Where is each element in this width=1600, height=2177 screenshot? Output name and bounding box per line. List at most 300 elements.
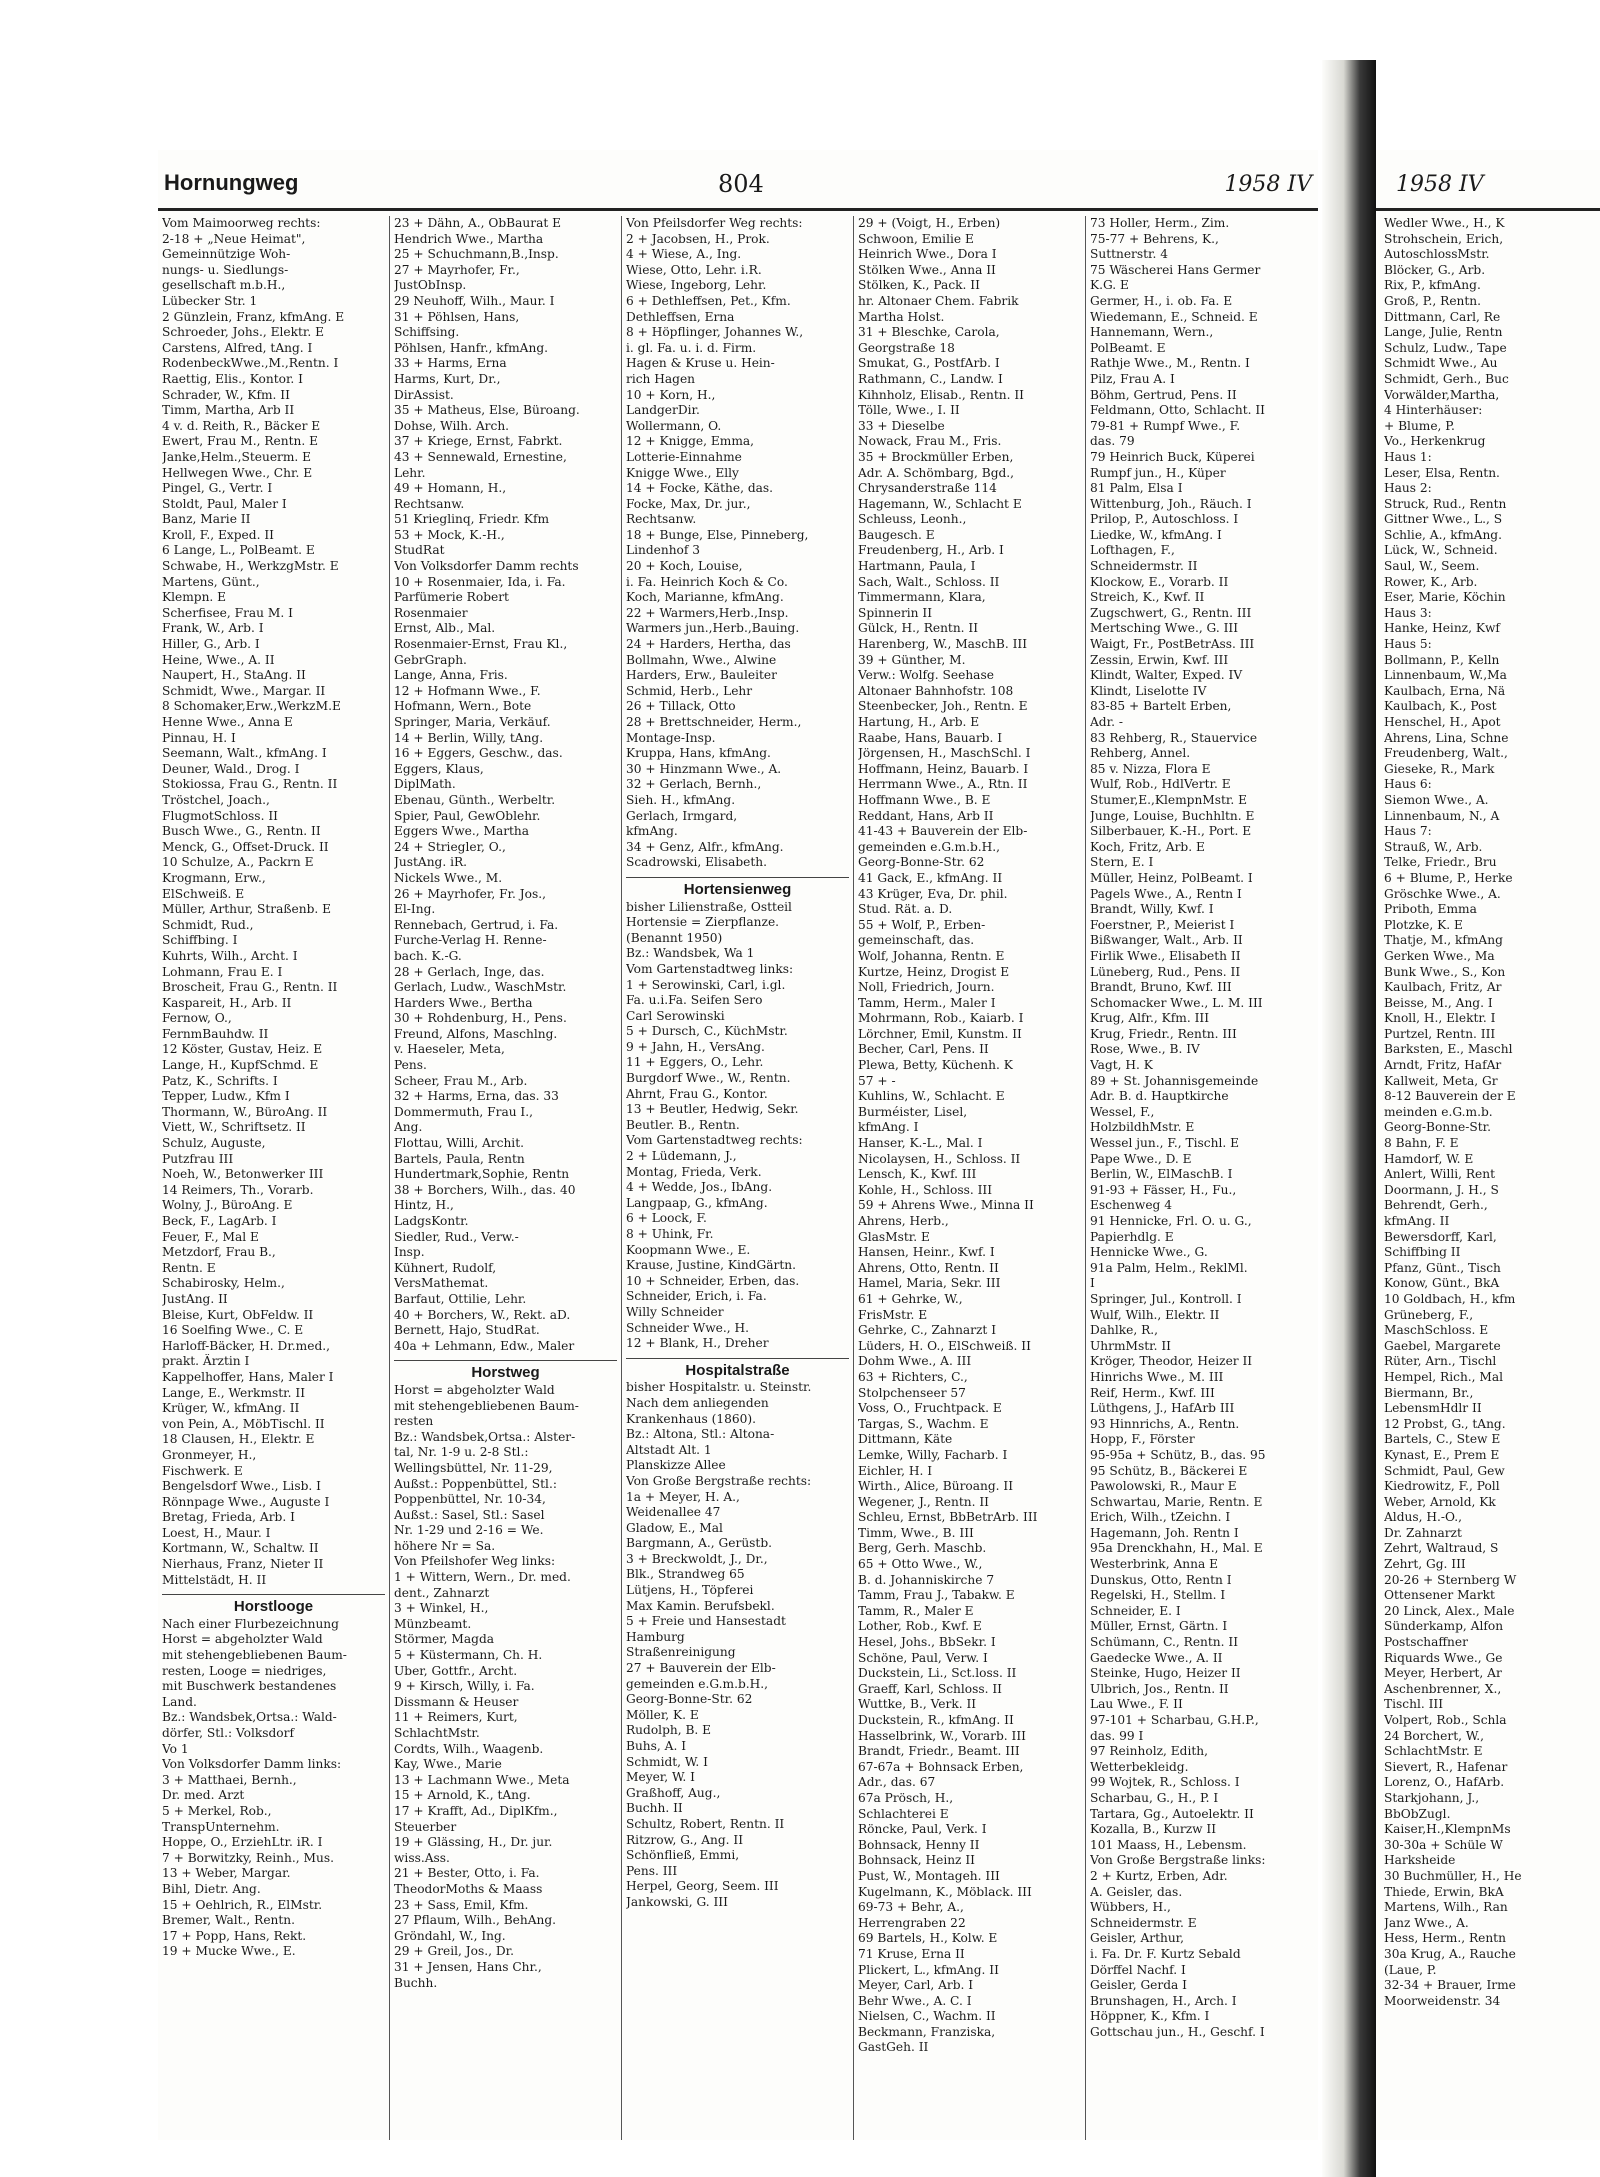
directory-entry: 20 + Koch, Louise, — [626, 559, 743, 574]
directory-entry: Poppenbüttel, Nr. 10-34, — [394, 1492, 546, 1507]
directory-entry: Schwoon, Emilie E — [858, 231, 974, 246]
directory-entry: Cordts, Wilh., Waagenb. — [394, 1741, 544, 1756]
directory-entry: GlasMstr. E — [858, 1229, 930, 1244]
directory-entry: 28 + Gerlach, Inge, das. — [394, 964, 545, 979]
directory-entry: Willy Schneider — [626, 1304, 724, 1319]
directory-entry: Lorenz, O., HafArb. — [1384, 1775, 1505, 1790]
directory-entry: Kröger, Theodor, Heizer II — [1090, 1354, 1253, 1369]
directory-entry: Brandt, Friedr., Beamt. III — [858, 1744, 1020, 1759]
directory-entry: Vo 1 — [162, 1741, 189, 1756]
directory-entry: Buchh. II — [626, 1801, 683, 1816]
directory-entry: Ottensener Markt — [1384, 1588, 1495, 1603]
directory-entry: Sievert, R., Hafenar — [1384, 1759, 1508, 1774]
directory-entry: Haus 1: — [1384, 449, 1432, 464]
directory-entry: Steinke, Hugo, Heizer II — [1090, 1666, 1241, 1681]
directory-entry: Kallweit, Meta, Gr — [1384, 1073, 1498, 1088]
directory-entry: 4 + Wiese, A., Ing. — [626, 247, 742, 262]
directory-entry: Bz.: Altona, Stl.: Altona- — [626, 1427, 775, 1442]
directory-entry: Tröstchel, Joach., — [162, 792, 270, 807]
directory-entry: bach. K.-G. — [394, 948, 462, 963]
directory-entry: 30 + Hinzmann Wwe., A. — [626, 761, 782, 776]
directory-entry: Georgstraße 18 — [858, 340, 955, 355]
directory-entry: Timmermann, Klara, — [858, 590, 986, 605]
directory-entry: Dittmann, Carl, Re — [1384, 309, 1501, 324]
directory-entry: Focke, Max, Dr. jur., — [626, 496, 751, 511]
directory-entry: LadgsKontr. — [394, 1214, 469, 1228]
directory-entry: Lofthagen, F., — [1090, 543, 1175, 558]
directory-entry: SchlachtMstr. — [394, 1726, 480, 1740]
directory-entry: Gemeinnützige Woh- — [162, 247, 291, 262]
directory-entry: 73 Holler, Herm., Zim. — [1090, 216, 1230, 230]
directory-entry: Ang. — [394, 1120, 423, 1135]
directory-entry: 25 + Schuchmann,B.,Insp. — [394, 247, 559, 262]
directory-entry: Rosenmaier — [394, 605, 468, 620]
directory-entry: 30-30a + Schüle W — [1384, 1837, 1503, 1852]
directory-entry: Prilop, P., Autoschloss. I — [1090, 512, 1239, 527]
directory-entry: 101 Maass, H., Lebensm. — [1090, 1837, 1247, 1852]
directory-entry: Haus 5: — [1384, 637, 1432, 652]
directory-entry: SchlachtMstr. E — [1384, 1744, 1483, 1759]
directory-entry: Knoll, H., Elektr. I — [1384, 1011, 1496, 1026]
directory-entry: Rehberg, Annel. — [1090, 746, 1191, 761]
directory-entry: Schulz, Ludw., Tape — [1384, 340, 1507, 355]
directory-entry: Vagt, H. K — [1090, 1058, 1153, 1073]
directory-entry: Harloff-Bäcker, H. Dr.med., — [162, 1338, 331, 1353]
directory-entry: 89 + St. Johannisgemeinde — [1090, 1073, 1259, 1088]
directory-entry: DiplMath. — [394, 777, 456, 792]
directory-entry: Harenberg, W., MaschB. III — [858, 637, 1028, 652]
directory-entry: Naupert, H., StaAng. II — [162, 668, 306, 683]
directory-entry: 8 Bahn, F. E — [1384, 1136, 1459, 1151]
directory-entry: Ernst, Alb., Mal. — [394, 621, 496, 636]
directory-entry: Meyer, Herbert, Ar — [1384, 1666, 1502, 1681]
directory-entry: Raettig, Elis., Kontor. I — [162, 371, 303, 386]
directory-entry: UhrmMstr. II — [1090, 1338, 1171, 1353]
directory-entry: Schlie, A., kfmAng. — [1384, 527, 1502, 542]
directory-entry: Hanke, Heinz, Kwf — [1384, 621, 1500, 636]
directory-entry: VersMathemat. — [394, 1276, 489, 1291]
directory-entry: Behr Wwe., A. C. I — [858, 1993, 972, 2008]
directory-entry: Raabe, Hans, Bauarb. I — [858, 730, 1003, 745]
directory-entry: 6 + Loock, F. — [626, 1211, 707, 1226]
directory-entry: Altonaer Bahnhofstr. 108 — [858, 683, 1014, 698]
directory-column — [854, 216, 1086, 2140]
directory-entry: 16 Soelfing Wwe., C. E — [162, 1323, 304, 1338]
directory-entry: 2 Günzlein, Franz, kfmAng. E — [162, 309, 345, 324]
directory-entry: Streich, K., Kwf. II — [1090, 590, 1205, 605]
directory-entry: Graeff, Karl, Schloss. II — [858, 1681, 1003, 1696]
directory-entry: 91a Palm, Helm., ReklMl. — [1090, 1260, 1248, 1275]
directory-entry: Liedke, W., kfmAng. I — [1090, 527, 1222, 542]
directory-entry: 9 + Kirsch, Willy, i. Fa. — [394, 1679, 535, 1694]
directory-column — [622, 216, 854, 2140]
directory-entry: Hamdorf, W. E — [1384, 1151, 1474, 1166]
directory-entry: Bartels, C., Stew E — [1384, 1432, 1501, 1447]
directory-entry: rich Hagen — [626, 371, 696, 386]
directory-entry: Nierhaus, Franz, Nieter II — [162, 1557, 324, 1572]
directory-entry: Spinnerin II — [858, 605, 933, 620]
directory-entry: Zessin, Erwin, Kwf. III — [1090, 652, 1229, 667]
directory-entry: FrisMstr. E — [858, 1307, 928, 1322]
directory-entry: 4 v. d. Reith, R., Bäcker E — [162, 418, 321, 433]
directory-entry: Behrendt, Gerh., — [1384, 1198, 1488, 1213]
directory-entry: 79 Heinrich Buck, Küperei — [1090, 449, 1255, 464]
directory-entry: Gerlach, Ludw., WaschMstr. — [394, 980, 567, 995]
directory-entry: Becher, Carl, Pens. II — [858, 1042, 989, 1057]
directory-entry: Martha Holst. — [858, 309, 945, 324]
directory-entry: Hanser, K.-L., Mal. I — [858, 1136, 983, 1151]
directory-entry: 13 + Beutler, Hedwig, Sekr. — [626, 1102, 799, 1117]
directory-entry: Schneider, E. I — [1090, 1603, 1181, 1618]
directory-entry: AutoschlossMstr. — [1384, 247, 1490, 262]
directory-entry: Stumer,E.,KlempnMstr. E — [1090, 792, 1248, 807]
directory-entry: Dahlke, R., — [1090, 1323, 1159, 1338]
directory-entry: Firlik Wwe., Elisabeth II — [1090, 948, 1241, 963]
directory-entry: 40a + Lehmann, Edw., Maler — [394, 1338, 575, 1353]
directory-entry: 32 + Gerlach, Bernh., — [626, 777, 762, 792]
directory-entry: Georg-Bonne-Str. 62 — [858, 855, 985, 870]
directory-entry: mit stehengebliebenen Baum- — [394, 1398, 579, 1413]
directory-entry: Freudenberg, Walt., — [1384, 746, 1508, 761]
directory-entry: Saul, W., Seem. — [1384, 559, 1480, 574]
directory-entry: Kruppa, Hans, kfmAng. — [626, 746, 771, 761]
directory-entry: Westerbrink, Anna E — [1090, 1557, 1218, 1572]
directory-entry: Georg-Bonne-Str. — [1384, 1120, 1491, 1135]
directory-entry: Insp. — [394, 1245, 425, 1260]
directory-entry: Scherfisee, Frau M. I — [162, 605, 293, 620]
directory-entry: Lotterie-Einnahme — [626, 449, 742, 464]
directory-entry: Rix, P., kfmAng. — [1384, 278, 1481, 293]
directory-entry: Haus 6: — [1384, 777, 1432, 792]
directory-entry: Anlert, Willi, Rent — [1384, 1167, 1496, 1182]
directory-entry: Röncke, Paul, Verk. I — [858, 1822, 987, 1837]
directory-entry: 24 Borchert, W., — [1384, 1728, 1485, 1743]
directory-entry: Hinrichs Wwe., M. III — [1090, 1369, 1224, 1384]
directory-entry: 93 Hinnrichs, A., Rentn. — [1090, 1416, 1240, 1431]
directory-entry: 67-67a + Bohnsack Erben, — [858, 1759, 1024, 1774]
directory-entry: Moorweidenstr. 34 — [1384, 1993, 1501, 2008]
directory-entry: Pape Wwe., D. E — [1090, 1151, 1192, 1166]
directory-entry: TheodorMoths & Maass — [394, 1881, 543, 1896]
directory-entry: Von Große Bergstraße links: — [1090, 1853, 1266, 1868]
directory-entry: Klockow, E., Vorarb. II — [1090, 574, 1229, 589]
directory-entry: Gaedecke Wwe., A. II — [1090, 1650, 1223, 1665]
directory-entry: Springer, Maria, Verkäuf. — [394, 715, 551, 729]
directory-entry: (Laue, P. — [1384, 1962, 1437, 1977]
directory-entry: Pens. III — [626, 1863, 678, 1878]
directory-entry: Lensch, K., Kwf. III — [858, 1167, 977, 1182]
directory-entry: A. Geisler, das. — [1090, 1884, 1183, 1899]
directory-entry: FernmBauhdw. II — [162, 1026, 269, 1041]
directory-entry: Baugesch. E — [858, 527, 935, 542]
directory-entry: Vorwälder,Martha, — [1384, 387, 1500, 402]
directory-entry: Sach, Walt., Schloss. II — [858, 574, 1000, 589]
directory-entry: Konow, Günt., BkA — [1384, 1276, 1500, 1291]
directory-entry: Aldus, H.-O., — [1384, 1510, 1462, 1525]
directory-entry: 31 + Jensen, Hans Chr., — [394, 1959, 542, 1974]
directory-entry: Struck, Rud., Rentn — [1384, 496, 1507, 511]
directory-entry: Nach dem anliegenden — [626, 1395, 769, 1410]
directory-entry: Berlin, W., ElMaschB. I — [1090, 1167, 1233, 1182]
directory-entry: Kohle, H., Schloss. III — [858, 1182, 993, 1197]
directory-entry: Gladow, E., Mal — [626, 1520, 723, 1535]
directory-entry: JustObInsp. — [394, 278, 467, 293]
directory-entry: Altstadt Alt. 1 — [626, 1442, 712, 1457]
directory-entry: Straßenreinigung — [626, 1645, 736, 1660]
directory-entry: Henne Wwe., Anna E — [162, 715, 293, 729]
directory-entry: 11 + Eggers, O., Lehr. — [626, 1055, 764, 1070]
directory-entry: 6 + Dethleffsen, Pet., Kfm. — [626, 293, 791, 308]
directory-entry: 41 Gack, E., kfmAng. II — [858, 870, 1003, 885]
directory-entry: Blk., Strandweg 65 — [626, 1567, 745, 1582]
directory-entry: Müller, Arthur, Straßenb. E — [162, 902, 332, 917]
directory-entry: Siemon Wwe., A. — [1384, 792, 1489, 807]
directory-entry: RodenbeckWwe.,M.,Rentn. I — [162, 356, 339, 371]
directory-entry: 53 + Mock, K.-H., — [394, 527, 505, 542]
directory-entry: 28 + Brettschneider, Herm., — [626, 715, 802, 729]
directory-entry: Hagemann, Joh. Rentn I — [1090, 1525, 1239, 1540]
directory-entry: Harksheide — [1384, 1853, 1456, 1868]
directory-entry: Haus 3: — [1384, 605, 1432, 620]
directory-entry: 75-77 + Behrens, K., — [1090, 231, 1219, 246]
directory-entry: Stoldt, Paul, Maler I — [162, 496, 287, 511]
directory-entry: 16 + Eggers, Geschw., das. — [394, 746, 563, 761]
directory-entry: Schlachterei E — [858, 1806, 949, 1821]
directory-entry: 21 + Bester, Otto, i. Fa. — [394, 1866, 540, 1881]
directory-entry: Wulf, Rob., HdlVertr. E — [1090, 777, 1231, 792]
directory-entry: Gröndahl, W., Ing. — [394, 1928, 506, 1943]
directory-entry: Volpert, Rob., Schla — [1384, 1713, 1507, 1727]
directory-entry: 67a Prösch, H., — [858, 1790, 954, 1805]
directory-entry: Springer, Jul., Kontroll. I — [1090, 1291, 1242, 1306]
directory-entry: Eggers Wwe., Martha — [394, 824, 530, 839]
directory-entry: Bollmahn, Wwe., Alwine — [626, 652, 777, 667]
directory-entry: Hennicke Wwe., G. — [1090, 1245, 1208, 1260]
directory-entry: Wiese, Otto, Lehr. i.R. — [626, 262, 762, 277]
directory-entry: 81 Palm, Elsa I — [1090, 481, 1183, 496]
directory-entry: Wirth., Alice, Büroang. II — [858, 1479, 1014, 1494]
directory-entry: Rentn. E — [162, 1260, 216, 1275]
directory-entry: Feldmann, Otto, Schlacht. II — [1090, 403, 1265, 418]
directory-entry: 8 Schomaker,Erw.,WerkzM.E — [162, 699, 341, 714]
directory-entry: Max Kamin. Berufsbekl. — [626, 1598, 775, 1613]
directory-entry: Kaulbach, K., Post — [1384, 699, 1497, 714]
directory-entry: 1 + Serowinski, Carl, i.gl. — [626, 977, 786, 992]
directory-entry: Weber, Arnold, Kk — [1384, 1494, 1496, 1509]
directory-entry: Schroeder, Johs., Elektr. E — [162, 325, 325, 340]
directory-entry: Zehrt, Gg. III — [1384, 1557, 1466, 1572]
directory-entry: Eser, Marie, Köchin — [1384, 590, 1506, 605]
directory-entry: 24 + Striegler, O., — [394, 839, 506, 854]
directory-entry: Starkjohann, J., — [1384, 1790, 1480, 1805]
directory-entry: StudRat — [394, 543, 445, 558]
directory-entry: Schönfließ, Emmi, — [626, 1848, 740, 1863]
directory-entry: 57 + - — [858, 1073, 896, 1088]
directory-entry: FlugmotSchloss. II — [162, 808, 278, 823]
directory-entry: 10 + Schneider, Erben, das. — [626, 1273, 800, 1288]
directory-entry: Lindenhof 3 — [626, 543, 701, 558]
directory-entry: Lück, W., Schneid. — [1384, 543, 1498, 558]
directory-entry: Voss, O., Fruchtpack. E — [858, 1401, 1002, 1416]
directory-entry: Kiedrowitz, F., Poll — [1384, 1479, 1500, 1494]
page-number: 804 — [718, 170, 764, 198]
directory-entry: Scheer, Frau M., Arb. — [394, 1073, 528, 1088]
directory-entry: Montag, Frieda, Verk. — [626, 1164, 762, 1179]
directory-entry: 91 Hennicke, Frl. O. u. G., — [1090, 1214, 1252, 1228]
directory-entry: Lemke, Willy, Facharb. I — [858, 1447, 1008, 1462]
directory-entry: Wetterbekleidg. — [1090, 1759, 1189, 1774]
directory-entry: Nowack, Frau M., Fris. — [858, 434, 1002, 449]
directory-entry: 22 + Warmers,Herb.,Insp. — [626, 605, 789, 620]
directory-entry: gemeinschaft, das. — [858, 933, 975, 948]
directory-entry: Hempel, Rich., Mal — [1384, 1369, 1504, 1384]
directory-entry: tal, Nr. 1-9 u. 2-8 Stl.: — [394, 1445, 529, 1460]
directory-entry: Siedler, Rud., Verw.- — [394, 1229, 519, 1244]
directory-entry: Tölle, Wwe., I. II — [858, 403, 960, 418]
directory-entry: Plewa, Betty, Küchenh. K — [858, 1058, 1013, 1073]
directory-entry: 12 + Blank, H., Dreher — [626, 1336, 769, 1351]
directory-entry: Schneidermstr. II — [1090, 559, 1198, 574]
directory-entry: Gottschau jun., H., Geschf. I — [1090, 2024, 1265, 2039]
directory-entry: Fa. u.i.Fa. Seifen Sero — [626, 993, 763, 1008]
directory-entry: TranspUnternehm. — [162, 1819, 280, 1834]
directory-entry: PolBeamt. E — [1090, 340, 1166, 355]
directory-entry: 34 + Genz, Alfr., kfmAng. — [626, 839, 784, 854]
directory-entry: Scharbau, G., H., P. I — [1090, 1790, 1219, 1805]
directory-entry: Adr. - — [1090, 715, 1123, 729]
directory-entry: 2 + Jacobsen, H., Prok. — [626, 231, 770, 246]
directory-entry: Eichler, H. I — [858, 1463, 933, 1478]
directory-entry: Telke, Friedr., Bru — [1384, 855, 1497, 870]
directory-entry: Herrengraben 22 — [858, 1915, 966, 1930]
directory-entry: 97 Reinholz, Edith, — [1090, 1744, 1208, 1759]
directory-entry: Meyer, Carl, Arb. I — [858, 1978, 974, 1993]
directory-page — [158, 150, 1318, 2140]
directory-entry: Beckmann, Franziska, — [858, 2024, 996, 2039]
directory-entry: Schiffsing. — [394, 325, 460, 340]
directory-entry: Priboth, Emma — [1384, 902, 1477, 917]
directory-entry: Koch, Marianne, kfmAng. — [626, 590, 784, 605]
directory-entry: Münzbeamt. — [394, 1616, 472, 1631]
directory-entry: Schultz, Robert, Rentn. II — [626, 1816, 785, 1831]
directory-entry: Heine, Wwe., A. II — [162, 652, 275, 667]
directory-entry: ElSchweiß. E — [162, 886, 245, 901]
directory-entry: Bremer, Walt., Rentn. — [162, 1913, 296, 1928]
directory-entry: Feuer, F., Mal E — [162, 1229, 259, 1244]
directory-entry: Erich, Wilh., tZeichn. I — [1090, 1510, 1231, 1525]
directory-entry: Hartmann, Paula, I — [858, 559, 976, 574]
directory-entry: Krug, Alfr., Kfm. III — [1090, 1011, 1210, 1026]
directory-entry: Wittenburg, Joh., Räuch. I — [1090, 496, 1252, 511]
directory-entry: Metzdorf, Frau B., — [162, 1245, 276, 1260]
directory-entry: Geisler, Gerda I — [1090, 1978, 1187, 1993]
directory-entry: Hagen & Kruse u. Hein- — [626, 356, 775, 371]
directory-entry: Eggers, Klaus, — [394, 761, 484, 776]
directory-entry: 83 Rehberg, R., Stauervice — [1090, 730, 1258, 745]
directory-entry: Lother, Rob., Kwf. E — [858, 1619, 982, 1634]
directory-entry: Meyer, W. I — [626, 1770, 695, 1785]
directory-entry: Reif, Herm., Kwf. III — [1090, 1385, 1215, 1400]
directory-entry: Seemann, Walt., kfmAng. I — [162, 746, 327, 761]
directory-entry: GebrGraph. — [394, 652, 467, 667]
directory-entry: Spier, Paul, GewOblehr. — [394, 808, 541, 823]
directory-entry: 2-18 + „Neue Heimat", — [162, 231, 306, 246]
directory-entry: kfmAng. I — [858, 1120, 919, 1135]
directory-entry: Schulz, Auguste, — [162, 1136, 266, 1151]
directory-entry: 35 + Brockmüller Erben, — [858, 449, 1014, 464]
directory-entry: Hartung, H., Arb. E — [858, 715, 980, 729]
directory-entry: Hannemann, Wern., — [1090, 325, 1214, 340]
directory-entry: Brandt, Bruno, Kwf. III — [1090, 980, 1232, 995]
directory-entry: Lange, H., KupfSchmd. E — [162, 1058, 319, 1073]
directory-entry: Bartels, Paula, Rentn — [394, 1151, 525, 1166]
directory-entry: Kroll, F., Exped. II — [162, 527, 274, 542]
directory-entry: Dunskus, Otto, Rentn I — [1090, 1572, 1232, 1587]
directory-entry: Dörffel Nachf. I — [1090, 1962, 1186, 1977]
directory-entry: Thiede, Erwin, BkA — [1384, 1884, 1504, 1899]
directory-entry: Schmidt Wwe., Au — [1384, 356, 1498, 371]
directory-entry: Bz.: Wandsbek, Wa 1 — [626, 946, 755, 961]
directory-entry: Eschenweg 4 — [1090, 1198, 1172, 1213]
adjacent-edition-year: 1958 IV — [1396, 172, 1484, 197]
directory-entry: 38 + Borchers, Wilh., das. 40 — [394, 1182, 576, 1197]
directory-entry: dörfer, Stl.: Volksdorf — [162, 1726, 294, 1740]
directory-entry: Lüneberg, Rud., Pens. II — [1090, 964, 1241, 979]
directory-entry: Schabirosky, Helm., — [162, 1276, 285, 1291]
directory-entry: Rechtsanw. — [394, 496, 465, 511]
directory-entry: Pawolowski, R., Maur E — [1090, 1479, 1237, 1494]
directory-entry: Wiese, Ingeborg, Lehr. — [626, 278, 767, 293]
directory-entry: Rudolph, B. E — [626, 1723, 712, 1738]
directory-entry: Stolpchenseer 57 — [858, 1385, 966, 1400]
directory-entry: 14 + Berlin, Willy, tAng. — [394, 730, 544, 745]
directory-entry: Gerken Wwe., Ma — [1384, 948, 1495, 963]
directory-entry: 5 + Freie und Hansestadt — [626, 1614, 786, 1629]
directory-entry: Klindt, Walter, Exped. IV — [1090, 668, 1243, 683]
directory-entry: Dohm Wwe., A. III — [858, 1354, 972, 1369]
directory-entry: Lehr. — [394, 465, 426, 480]
directory-entry: Jankowski, G. III — [626, 1894, 728, 1909]
directory-entry: Tamm, R., Maler E — [858, 1603, 974, 1618]
directory-entry: 8-12 Bauverein der E — [1384, 1089, 1516, 1104]
directory-entry: Schneider Wwe., H. — [626, 1320, 749, 1335]
directory-entry: 33 + Harms, Erna — [394, 356, 507, 371]
directory-entry: Langpaap, G., kfmAng. — [626, 1195, 768, 1210]
directory-entry: Koopmann Wwe., E. — [626, 1242, 751, 1257]
directory-entry: Montage-Insp. — [626, 730, 716, 745]
directory-entry: Stern, E. I — [1090, 855, 1154, 870]
directory-entry: Kaulbach, Fritz, Ar — [1384, 980, 1502, 995]
directory-entry: 27 Pflaum, Wilh., BehAng. — [394, 1913, 557, 1928]
directory-entry: BbObZugl. — [1384, 1806, 1451, 1821]
directory-entry: El-Ing. — [394, 902, 436, 917]
directory-entry: Schleu, Ernst, BbBetrArb. III — [858, 1510, 1038, 1525]
directory-entry: Heinrich Wwe., Dora I — [858, 247, 997, 262]
directory-entry: 4 + Wedde, Jos., IbAng. — [626, 1180, 773, 1195]
directory-entry: 75 Wäscherei Hans Germer — [1090, 262, 1261, 277]
directory-entry: 26 + Tillack, Otto — [626, 699, 736, 714]
directory-entry: Klindt, Liselotte IV — [1090, 683, 1207, 698]
adjacent-page-column — [1384, 216, 1600, 2009]
directory-entry: Kay, Wwe., Marie — [394, 1757, 502, 1772]
directory-entry: Krause, Justine, KindGärtn. — [626, 1258, 796, 1273]
directory-entry: 14 + Focke, Käthe, das. — [626, 481, 774, 496]
directory-entry: 29 + (Voigt, H., Erben) — [858, 216, 1001, 230]
directory-entry: Gülck, H., Rentn. II — [858, 621, 979, 636]
directory-entry: 3 + Matthaei, Bernh., — [162, 1772, 297, 1787]
directory-entry: Berg, Gerh. Maschb. — [858, 1541, 987, 1556]
directory-entry: Steenbecker, Joh., Rentn. E — [858, 699, 1028, 714]
